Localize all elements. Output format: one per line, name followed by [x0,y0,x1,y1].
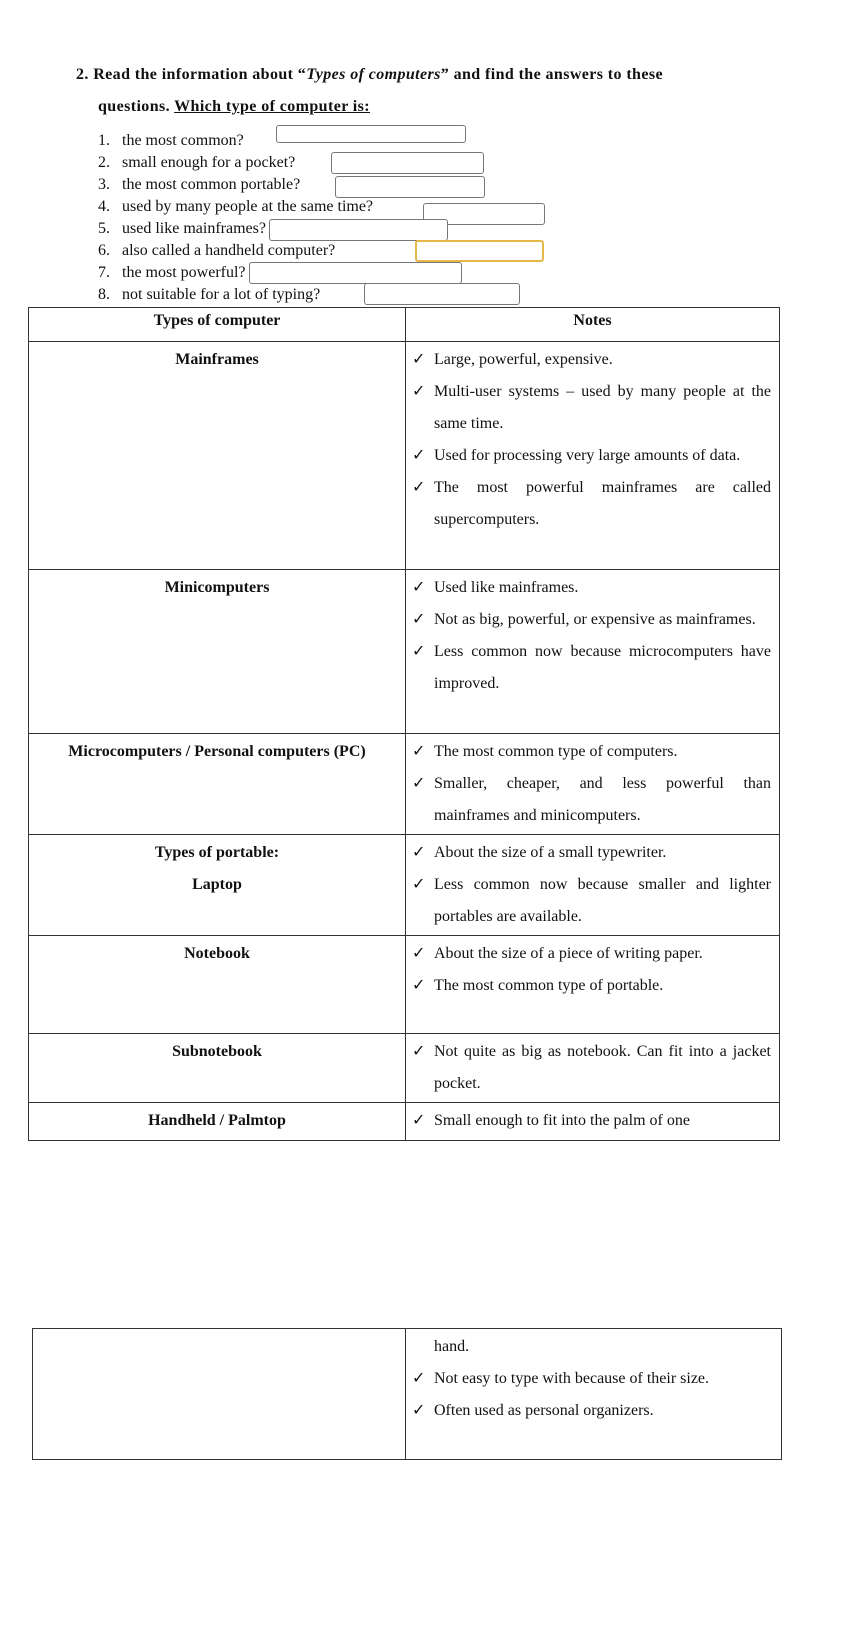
check-icon: ✓ [412,775,426,792]
answer-input-5[interactable] [269,219,448,241]
check-icon: ✓ [412,383,426,400]
note-item: ✓ Not easy to type with because of their size. [434,1363,773,1395]
computer-subtype: Laptop [192,876,242,893]
answer-input-2[interactable] [331,152,484,174]
computer-type: Subnotebook [172,1043,262,1060]
note-item: ✓ Less common now because smaller and lighter portables are available. [434,869,771,933]
note-continued: hand. [434,1338,470,1355]
note-item: ✓ Not quite as big as notebook. Can fit into a jacket pocket. [434,1036,771,1100]
header-types: Types of computer [29,308,406,342]
check-icon: ✓ [412,977,426,994]
computer-type: Mainframes [175,351,259,368]
answer-input-6[interactable] [415,240,544,262]
note-item: ✓ About the size of a small typewriter. [434,837,771,869]
note-item: ✓ Not as big, powerful, or expensive as mainframes. [434,604,771,636]
instruction-line-1: 2. Read the information about “Types of computers” and find the answers to these [76,66,663,83]
computer-types-table [28,307,780,1141]
check-icon: ✓ [412,479,426,496]
computer-type: Microcomputers / Personal computers (PC) [68,743,366,760]
table-row [29,570,780,734]
table-row [29,1034,780,1103]
check-icon: ✓ [412,1112,426,1129]
note-item: ✓ Used like mainframes. [434,572,771,604]
question-6: 6. also called a handheld computer? [98,242,336,259]
check-icon: ✓ [412,844,426,861]
question-3: 3. the most common portable? [98,176,301,193]
answer-input-1[interactable] [276,125,466,143]
check-icon: ✓ [412,447,426,464]
note-item: ✓ Often used as personal organizers. [434,1395,773,1427]
check-icon: ✓ [412,1370,426,1387]
table-row [29,1103,780,1141]
note-item: ✓ Large, powerful, expensive. [434,344,771,376]
answer-input-8[interactable] [364,283,520,305]
computer-types-table-continued [32,1328,782,1460]
question-7: 7. the most powerful? [98,264,246,281]
table-row [29,342,780,570]
check-icon: ✓ [412,945,426,962]
question-8: 8. not suitable for a lot of typing? [98,286,321,303]
check-icon: ✓ [412,1043,426,1060]
note-item: ✓ Smaller, cheaper, and less powerful than mainframes and minicomputers. [434,768,771,832]
note-item: ✓ Less common now because microcomputers have improved. [434,636,771,700]
instruction-line-2: questions. Which type of computer is: [98,98,371,115]
question-1: 1. the most common? [98,132,244,149]
computer-type: Minicomputers [164,579,270,596]
table-row [29,936,780,1034]
check-icon: ✓ [412,579,426,596]
question-4: 4. used by many people at the same time? [98,198,374,215]
note-item: ✓ Multi-user systems – used by many people at the same time. [434,376,771,440]
check-icon: ✓ [412,876,426,893]
answer-input-7[interactable] [249,262,462,284]
question-5: 5. used like mainframes? [98,220,266,237]
computer-type: Notebook [184,945,250,962]
note-item: ✓ About the size of a piece of writing paper. [434,938,771,970]
note-item: ✓ The most powerful mainframes are called supercomputers. [434,472,771,536]
computer-type: Handheld / Palmtop [148,1112,286,1129]
check-icon: ✓ [412,743,426,760]
question-2: 2. small enough for a pocket? [98,154,296,171]
check-icon: ✓ [412,643,426,660]
header-notes: Notes [406,308,780,342]
check-icon: ✓ [412,611,426,628]
note-item: ✓ The most common type of portable. [434,970,771,1002]
table-row [29,835,780,936]
note-item: ✓ The most common type of computers. [434,736,771,768]
check-icon: ✓ [412,1402,426,1419]
answer-input-3[interactable] [335,176,485,198]
computer-type: Types of portable: [154,844,280,861]
note-item: ✓ Small enough to fit into the palm of one [434,1105,771,1137]
check-icon: ✓ [412,351,426,368]
table-row [29,734,780,835]
note-item: ✓ Used for processing very large amounts of data. [434,440,771,472]
